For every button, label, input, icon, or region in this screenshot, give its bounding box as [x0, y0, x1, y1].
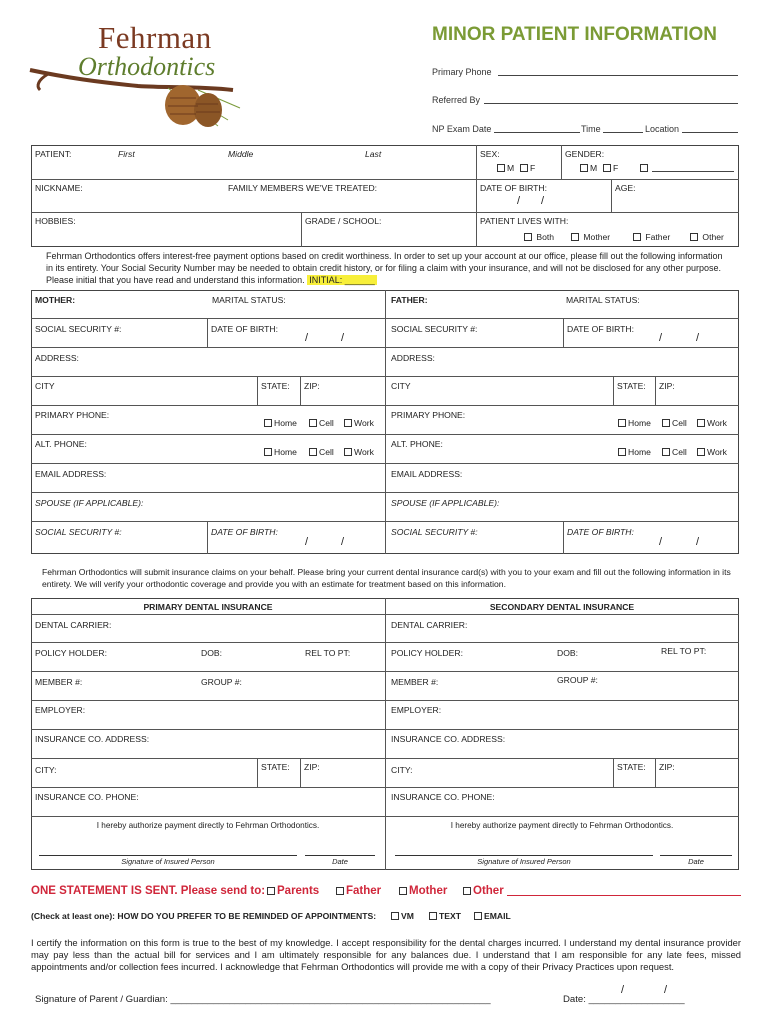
mother-spouse-dob-label: DATE OF BIRTH: — [211, 527, 278, 537]
statement-parents-label: Parents — [277, 885, 320, 897]
sex-label: SEX: — [480, 149, 500, 159]
father-alt-phone-label: ALT. PHONE: — [391, 439, 443, 449]
date-slash: / — [621, 984, 625, 996]
time-label: Time — [581, 124, 601, 134]
secondary-member-label: MEMBER #: — [391, 677, 439, 687]
secondary-city-label: CITY: — [391, 765, 413, 775]
father-alt-home-checkbox[interactable] — [618, 448, 626, 456]
gender-m-checkbox[interactable] — [580, 164, 588, 172]
mother-marital-label: MARITAL STATUS: — [212, 295, 286, 305]
father-city-label: CITY — [391, 381, 411, 391]
work-label: Work — [707, 447, 727, 457]
father-marital-label: MARITAL STATUS: — [566, 295, 640, 305]
lives-other-label: Other — [702, 232, 724, 242]
primary-rel-label: REL TO PT: — [305, 648, 351, 658]
primary-phone-field[interactable] — [498, 67, 738, 76]
mother-dob-label: DATE OF BIRTH: — [211, 324, 279, 334]
gender-other-checkbox[interactable] — [640, 164, 648, 172]
father-spouse-label: SPOUSE (IF APPLICABLE): — [391, 498, 500, 508]
primary-member-label: MEMBER #: — [35, 677, 83, 687]
father-alt-work-checkbox[interactable] — [697, 448, 705, 456]
sex-f-label: F — [530, 163, 536, 173]
mother-spouse-label: SPOUSE (IF APPLICABLE): — [35, 498, 144, 508]
lives-mother-label: Mother — [583, 232, 611, 242]
primary-city-label: CITY: — [35, 765, 57, 775]
secondary-state-label: STATE: — [617, 762, 646, 772]
secondary-authorize-text: I hereby authorize payment directly to Fehrman Orthodontics. — [450, 821, 674, 830]
sex-f-checkbox[interactable] — [520, 164, 528, 172]
form-title: MINOR PATIENT INFORMATION — [432, 24, 717, 45]
primary-sig-caption: Signature of Insured Person — [121, 857, 215, 866]
location-field[interactable] — [682, 124, 738, 133]
middle-name-label: Middle — [228, 149, 254, 159]
mother-alt-phone-label: ALT. PHONE: — [35, 439, 87, 449]
mother-work-checkbox[interactable] — [344, 419, 352, 427]
first-name-label: First — [118, 149, 135, 159]
family-treated-label: FAMILY MEMBERS WE'VE TREATED: — [228, 183, 378, 193]
secondary-zip-label: ZIP: — [659, 762, 675, 772]
location-label: Location — [645, 124, 680, 134]
work-label: Work — [707, 418, 727, 428]
mother-ssn-label: SOCIAL SECURITY #: — [35, 324, 122, 334]
mother-alt-home-checkbox[interactable] — [264, 448, 272, 456]
mother-alt-cell-checkbox[interactable] — [309, 448, 317, 456]
secondary-rel-label: REL TO PT: — [661, 646, 707, 656]
primary-employer-label: EMPLOYER: — [35, 705, 86, 715]
secondary-carrier-label: DENTAL CARRIER: — [391, 620, 468, 630]
primary-zip-label: ZIP: — [304, 762, 320, 772]
primary-ins-address-label: INSURANCE CO. ADDRESS: — [35, 734, 150, 744]
reminder-vm-checkbox[interactable] — [391, 912, 399, 920]
age-label: AGE: — [615, 183, 636, 193]
father-spouse-dob-label: DATE OF BIRTH: — [567, 527, 634, 537]
gender-other-field[interactable] — [652, 163, 734, 172]
date-slash: / — [517, 195, 521, 207]
home-label: Home — [274, 418, 297, 428]
mother-address-label: ADDRESS: — [35, 353, 79, 363]
secondary-insurance-heading: SECONDARY DENTAL INSURANCE — [489, 602, 635, 612]
gender-label: GENDER: — [565, 149, 605, 159]
reminder-email-checkbox[interactable] — [474, 912, 482, 920]
father-alt-cell-checkbox[interactable] — [662, 448, 670, 456]
date-slash: / — [696, 332, 700, 344]
statement-other-label: Other — [473, 885, 504, 897]
mother-cell-checkbox[interactable] — [309, 419, 317, 427]
cell-label: Cell — [319, 418, 334, 428]
credit-paragraph: Fehrman Orthodontics offers interest-free payment options based on credit worthiness. In order to set up your account at our office, please fill out the following information in its entirety. Your Social Security Number may be needed to obtain credit history, or for filing a claim with your insurance, and will not be disclosed for any other purpose. Please initial that you have read and understand this information. INITIAL: ______ — [46, 251, 723, 285]
primary-phone-label: Primary Phone — [432, 67, 492, 77]
secondary-signature-line[interactable] — [395, 855, 653, 856]
reminder-text-label: TEXT — [439, 911, 461, 921]
date-slash: / — [664, 984, 668, 996]
secondary-date-line[interactable] — [660, 855, 732, 856]
father-email-label: EMAIL ADDRESS: — [391, 469, 463, 479]
patient-label: PATIENT: — [35, 149, 72, 159]
gender-m-label: M — [590, 163, 598, 173]
secondary-holder-label: POLICY HOLDER: — [391, 648, 463, 658]
date-slash: / — [305, 536, 309, 548]
father-home-checkbox[interactable] — [618, 419, 626, 427]
statement-mother-checkbox[interactable] — [399, 887, 407, 895]
statement-father-checkbox[interactable] — [336, 887, 344, 895]
certify-paragraph: I certify the information on this form is true to the best of my knowledge. I accept responsibility for the dental charges incurred. I understand my dental insurance provider may pay less than the actual bill for services and I am ultimately responsible for any balances due. I understand that I am responsible for any late fees, missed appointments and/or collection fees incurred. I acknowledge that Fehrman Orthodontics will provide me with a copy of their Privacy Practices upon request. — [31, 937, 741, 972]
hobbies-label: HOBBIES: — [35, 216, 76, 226]
np-exam-date-label: NP Exam Date — [432, 124, 492, 134]
primary-date-caption: Date — [332, 857, 348, 866]
lives-mother-checkbox[interactable] — [571, 233, 579, 241]
reminder-text-checkbox[interactable] — [429, 912, 437, 920]
home-label: Home — [628, 418, 651, 428]
mother-alt-work-checkbox[interactable] — [344, 448, 352, 456]
lives-both-label: Both — [536, 232, 555, 242]
reminder-vm-label: VM — [401, 911, 414, 921]
cell-label: Cell — [672, 418, 687, 428]
father-spouse-ssn-label: SOCIAL SECURITY #: — [391, 527, 478, 537]
mother-email-label: EMAIL ADDRESS: — [35, 469, 107, 479]
father-state-label: STATE: — [617, 381, 646, 391]
secondary-ins-phone-label: INSURANCE CO. PHONE: — [391, 792, 495, 802]
father-zip-label: ZIP: — [659, 381, 675, 391]
mother-city-label: CITY — [35, 381, 55, 391]
date-slash: / — [341, 332, 345, 344]
statement-parents-checkbox[interactable] — [267, 887, 275, 895]
sex-m-checkbox[interactable] — [497, 164, 505, 172]
mother-primary-phone-label: PRIMARY PHONE: — [35, 410, 110, 420]
secondary-group-label: GROUP #: — [557, 675, 598, 685]
nickname-label: NICKNAME: — [35, 183, 83, 193]
father-ssn-label: SOCIAL SECURITY #: — [391, 324, 478, 334]
primary-signature-line[interactable] — [39, 855, 297, 856]
father-primary-phone-label: PRIMARY PHONE: — [391, 410, 466, 420]
np-exam-date-field[interactable] — [494, 124, 580, 133]
reminder-email-label: EMAIL — [484, 911, 511, 921]
father-label: FATHER: — [391, 295, 428, 305]
logo-orthodontics: Orthodontics — [78, 52, 216, 81]
primary-ins-phone-label: INSURANCE CO. PHONE: — [35, 792, 139, 802]
statement-father-label: Father — [346, 885, 382, 897]
mother-spouse-ssn-label: SOCIAL SECURITY #: — [35, 527, 122, 537]
statement-other-checkbox[interactable] — [463, 887, 471, 895]
insurance-paragraph: Fehrman Orthodontics will submit insurance claims on your behalf. Please bring your current dental insurance card(s) with you to your exam and fill out the following information in its entirety. We will verify your orthodontic coverage and provide you with an estimate for treatment based on this information. — [42, 567, 731, 589]
work-label: Work — [354, 418, 374, 428]
last-name-label: Last — [365, 149, 382, 159]
cell-label: Cell — [672, 447, 687, 457]
cell-label: Cell — [319, 447, 334, 457]
primary-group-label: GROUP #: — [201, 677, 242, 687]
date-slash: / — [696, 536, 700, 548]
date-slash: / — [659, 536, 663, 548]
father-cell-checkbox[interactable] — [662, 419, 670, 427]
father-address-label: ADDRESS: — [391, 353, 435, 363]
mother-home-checkbox[interactable] — [264, 419, 272, 427]
mother-label: MOTHER: — [35, 295, 76, 305]
statement-other-field[interactable] — [507, 895, 741, 896]
work-label: Work — [354, 447, 374, 457]
logo-fehrman: Fehrman — [98, 20, 212, 55]
date-slash: / — [541, 195, 545, 207]
secondary-ins-address-label: INSURANCE CO. ADDRESS: — [391, 734, 506, 744]
secondary-date-caption: Date — [688, 857, 704, 866]
secondary-employer-label: EMPLOYER: — [391, 705, 442, 715]
statement-mother-label: Mother — [409, 885, 448, 897]
mother-zip-label: ZIP: — [304, 381, 320, 391]
date-slash: / — [659, 332, 663, 344]
home-label: Home — [628, 447, 651, 457]
referred-by-field[interactable] — [484, 95, 738, 104]
date-slash: / — [305, 332, 309, 344]
sex-m-label: M — [507, 163, 515, 173]
pinecone-branch-logo — [28, 60, 243, 130]
gender-f-checkbox[interactable] — [603, 164, 611, 172]
primary-authorize-text: I hereby authorize payment directly to Fehrman Orthodontics. — [96, 821, 320, 830]
lives-both-checkbox[interactable] — [524, 233, 532, 241]
father-dob-label: DATE OF BIRTH: — [567, 324, 635, 334]
home-label: Home — [274, 447, 297, 457]
patient-dob-label: DATE OF BIRTH: — [480, 183, 548, 193]
time-field[interactable] — [603, 124, 643, 133]
lives-with-label: PATIENT LIVES WITH: — [480, 216, 569, 226]
primary-date-line[interactable] — [305, 855, 375, 856]
primary-carrier-label: DENTAL CARRIER: — [35, 620, 112, 630]
date-slash: / — [341, 536, 345, 548]
grade-school-label: GRADE / SCHOOL: — [305, 216, 382, 226]
guardian-signature[interactable]: Signature of Parent / Guardian: ____________________________________________________________ — [35, 994, 491, 1005]
mother-state-label: STATE: — [261, 381, 290, 391]
statement-label: ONE STATEMENT IS SENT. Please send to: — [31, 885, 266, 897]
lives-father-checkbox[interactable] — [633, 233, 641, 241]
lives-other-checkbox[interactable] — [690, 233, 698, 241]
initial-field[interactable]: INITIAL: ______ — [309, 275, 375, 285]
reminder-label: (Check at least one): HOW DO YOU PREFER TO BE REMINDED OF APPOINTMENTS: — [31, 911, 377, 921]
secondary-dob-label: DOB: — [557, 648, 579, 658]
father-work-checkbox[interactable] — [697, 419, 705, 427]
lives-father-label: Father — [645, 232, 671, 242]
guardian-date[interactable]: Date: __________________ — [563, 994, 685, 1005]
primary-holder-label: POLICY HOLDER: — [35, 648, 107, 658]
primary-insurance-heading: PRIMARY DENTAL INSURANCE — [143, 602, 273, 612]
secondary-sig-caption: Signature of Insured Person — [477, 857, 571, 866]
primary-state-label: STATE: — [261, 762, 290, 772]
referred-by-label: Referred By — [432, 95, 481, 105]
gender-f-label: F — [613, 163, 619, 173]
primary-dob-label: DOB: — [201, 648, 223, 658]
